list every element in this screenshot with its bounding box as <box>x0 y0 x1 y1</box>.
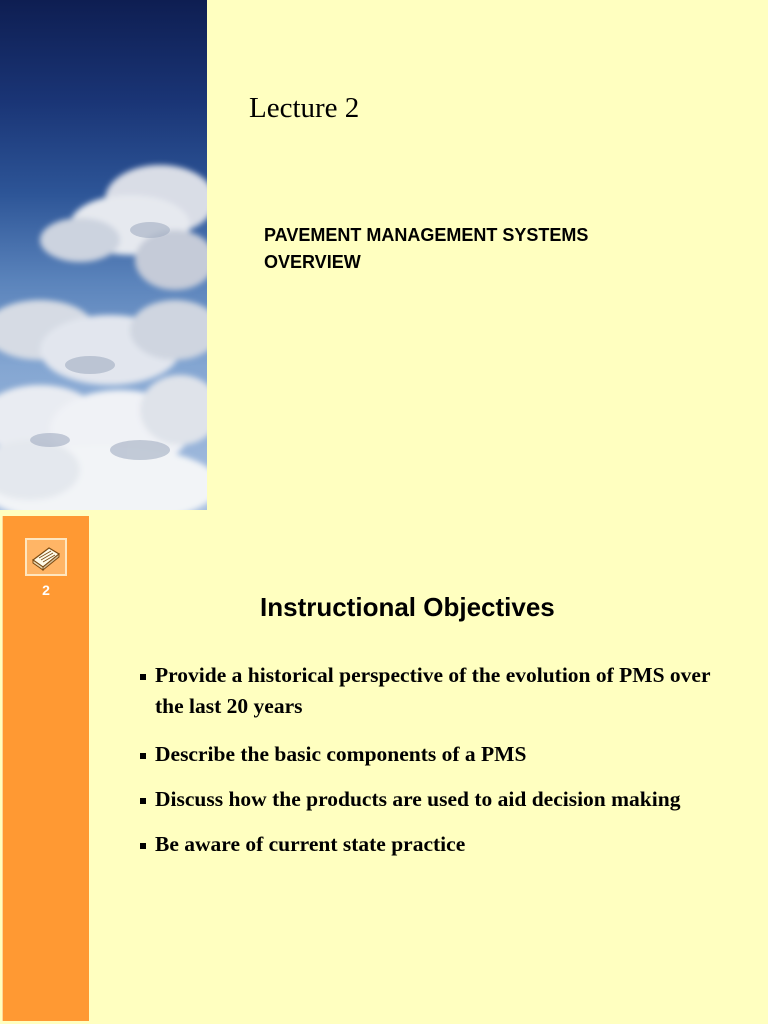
list-item-text: Discuss how the products are used to aid decision making <box>155 787 681 811</box>
sky-clouds-image <box>0 0 207 510</box>
list-item-text: Describe the basic components of a PMS <box>155 742 527 766</box>
list-item <box>138 660 738 722</box>
subtitle-line: OVERVIEW <box>264 252 361 272</box>
book-icon <box>25 538 67 576</box>
list-item <box>138 784 738 815</box>
bullet-marker <box>140 843 146 849</box>
list-item <box>138 739 738 770</box>
objectives-slide <box>0 512 768 1024</box>
list-item-text: Provide a historical perspective of the evolution of PMS over the last 20 years <box>155 663 711 718</box>
slide-heading: Instructional Objectives <box>260 592 555 622</box>
lecture-subtitle <box>264 222 724 276</box>
bullet-marker <box>140 798 146 804</box>
list-item <box>138 829 738 860</box>
page-number: 2 <box>42 582 50 598</box>
lecture-title: Lecture 2 <box>249 92 360 124</box>
bullet-marker <box>140 674 146 680</box>
subtitle-line: PAVEMENT MANAGEMENT SYSTEMS <box>264 225 589 245</box>
bullet-marker <box>140 753 146 759</box>
objectives-list <box>138 660 738 860</box>
slide-sidebar <box>2 516 89 1021</box>
list-item-text: Be aware of current state practice <box>155 832 466 856</box>
